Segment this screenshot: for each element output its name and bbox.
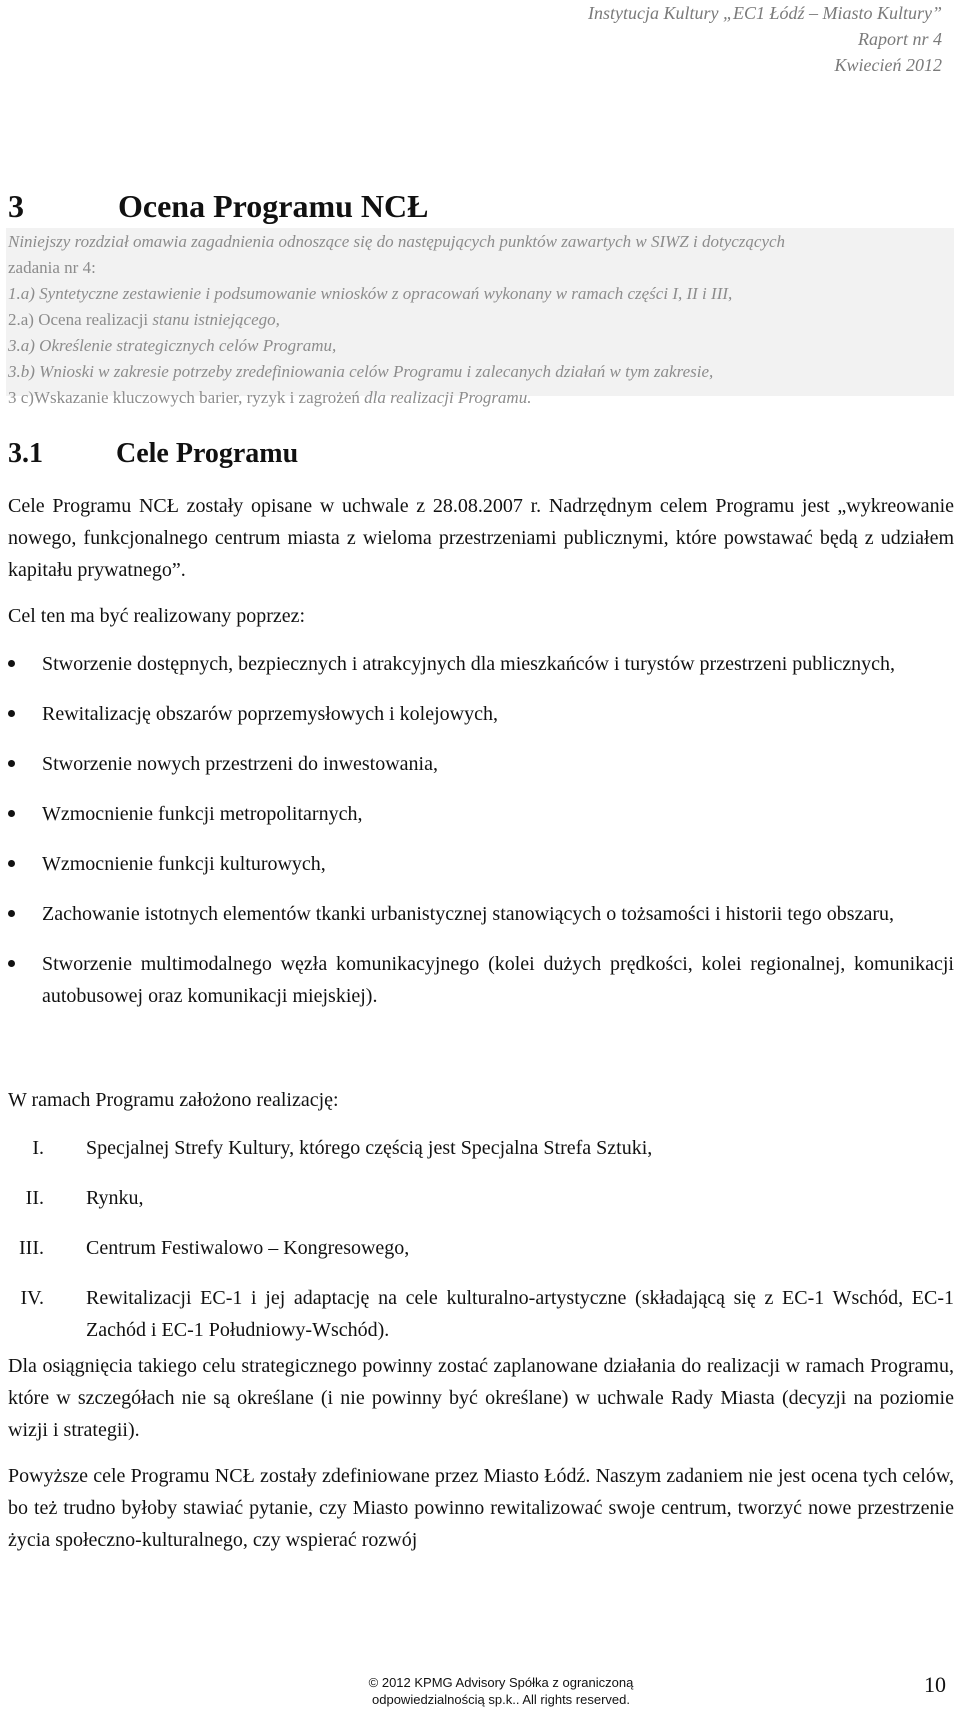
list-item: Wzmocnienie funkcji kulturowych, bbox=[8, 848, 954, 880]
paragraph-means bbox=[8, 600, 954, 632]
bullet-icon bbox=[8, 710, 15, 717]
list-item bbox=[8, 1282, 954, 1346]
document-header bbox=[588, 0, 942, 78]
intro-line-4-end: stanu istniejącego, bbox=[152, 310, 280, 329]
list-item: Stworzenie dostępnych, bezpiecznych i atrakcyjnych dla mieszkańców i turystów przestrzeni publicznych, bbox=[8, 648, 954, 680]
intro-line-5: 3.a) Określenie strategicznych celów Programu, bbox=[8, 336, 337, 355]
paragraph-assessment-text: Powyższe cele Programu NCŁ zostały zdefiniowane przez Miasto Łódź. Naszym zadaniem nie jest ocena tych celów, bo też trudno byłoby stawiać pytanie, czy Miasto powinno rewitalizować swoje centrum, tworzyć nowe przestrzenie życia społeczno-kulturalnego, czy wspierać rozwój bbox=[8, 1465, 954, 1551]
paragraph-strategy bbox=[8, 1350, 954, 1446]
footer-line-2: odpowiedzialnością sp.k.. All rights reserved. bbox=[372, 1692, 630, 1707]
paragraph-program-scope-text: W ramach Programu założono realizację: bbox=[8, 1089, 339, 1111]
bullet-icon bbox=[8, 810, 15, 817]
header-date: Kwiecień 2012 bbox=[834, 55, 942, 75]
intro-line-4-start: 2.a) Ocena realizacji bbox=[8, 310, 153, 329]
list-item bbox=[8, 1232, 954, 1264]
intro-line-2: zadania nr 4: bbox=[8, 258, 96, 277]
list-item: Stworzenie nowych przestrzeni do inwestowania, bbox=[8, 748, 954, 780]
intro-line-7 bbox=[8, 385, 954, 411]
list-item-text: Rynku, bbox=[86, 1187, 144, 1209]
intro-line-6: 3.b) Wnioski w zakresie potrzeby zredefiniowania celów Programu i zalecanych działań w tym zakresie, bbox=[8, 362, 714, 381]
chapter-heading bbox=[8, 188, 428, 225]
intro-line-7-start: 3 c)Wskazanie kluczowych barier, ryzyk i zagrożeń bbox=[8, 388, 365, 407]
goals-bullet-list bbox=[8, 648, 954, 1012]
paragraph-program-scope bbox=[8, 1084, 954, 1116]
list-item-text: Centrum Festiwalowo – Kongresowego, bbox=[86, 1237, 410, 1259]
chapter-title: Ocena Programu NCŁ bbox=[118, 188, 429, 224]
copyright-footer bbox=[340, 1674, 662, 1708]
bullet-icon bbox=[8, 860, 15, 867]
paragraph-strategy-text: Dla osiągnięcia takiego celu strategicznego powinny zostać zaplanowane działania do realizacji w ramach Programu, które w szczegółach nie są określane (i nie powinny być określane) w uchwale Rady Miasta (decyzji na poziomie wizji i strategii). bbox=[8, 1355, 954, 1441]
section-number: 3.1 bbox=[8, 438, 43, 469]
list-item bbox=[8, 1132, 954, 1164]
list-item-number: I. bbox=[32, 1137, 44, 1159]
paragraph-goals bbox=[8, 490, 954, 586]
section-title: Cele Programu bbox=[116, 438, 299, 469]
intro-line-4 bbox=[8, 307, 954, 333]
list-item: Zachowanie istotnych elementów tkanki urbanistycznej stanowiących o tożsamości i historii tego obszaru, bbox=[8, 898, 954, 930]
paragraph-goals-text: Cele Programu NCŁ zostały opisane w uchwale z 28.08.2007 r. Nadrzędnym celem Programu jest „wykreowanie nowego, funkcjonalnego centrum miasta z wieloma przestrzeniami publicznymi, które powstawać będą z udziałem kapitału prywatnego”. bbox=[8, 495, 954, 581]
list-item-text: Rewitalizacji EC-1 i jej adaptację na cele kulturalno-artystyczne (składającą się z EC-1 Wschód, EC-1 Zachód i EC-1 Południowy-Wschód). bbox=[86, 1287, 954, 1341]
chapter-intro-box bbox=[6, 228, 954, 407]
paragraph-assessment bbox=[8, 1460, 954, 1556]
bullet-icon bbox=[8, 760, 15, 767]
bullet-icon bbox=[8, 660, 15, 667]
program-roman-list bbox=[8, 1132, 954, 1346]
list-item bbox=[8, 1182, 954, 1214]
page-number: 10 bbox=[924, 1672, 946, 1697]
chapter-number: 3 bbox=[8, 188, 24, 224]
list-item: Rewitalizację obszarów poprzemysłowych i kolejowych, bbox=[8, 698, 954, 730]
list-item: Wzmocnienie funkcji metropolitarnych, bbox=[8, 798, 954, 830]
bullet-icon bbox=[8, 910, 15, 917]
bullet-icon bbox=[8, 960, 15, 967]
list-item-number: IV. bbox=[20, 1287, 44, 1309]
intro-line-1: Niniejszy rozdział omawia zagadnienia odnoszące się do następujących punktów zawartych w SIWZ i dotyczących bbox=[8, 232, 786, 251]
intro-line-3: 1.a) Syntetyczne zestawienie i podsumowanie wniosków z opracowań wykonany w ramach części I, II i III, bbox=[8, 284, 733, 303]
list-item: Stworzenie multimodalnego węzła komunikacyjnego (kolei dużych prędkości, kolei regionalnej, komunikacji autobusowej oraz komunikacji miejskiej). bbox=[8, 948, 954, 1012]
list-item-number: II. bbox=[25, 1187, 44, 1209]
intro-line-7-end: dla realizacji Programu. bbox=[364, 388, 532, 407]
header-institution: Instytucja Kultury „EC1 Łódź – Miasto Kultury” bbox=[587, 3, 942, 23]
paragraph-means-text: Cel ten ma być realizowany poprzez: bbox=[8, 605, 306, 627]
list-item-text: Specjalnej Strefy Kultury, którego częścią jest Specjalna Strefa Sztuki, bbox=[86, 1137, 653, 1159]
header-report-number: Raport nr 4 bbox=[857, 29, 942, 49]
section-heading bbox=[8, 438, 298, 470]
footer-line-1: © 2012 KPMG Advisory Spółka z ograniczoną bbox=[368, 1675, 634, 1690]
list-item-number: III. bbox=[19, 1237, 44, 1259]
